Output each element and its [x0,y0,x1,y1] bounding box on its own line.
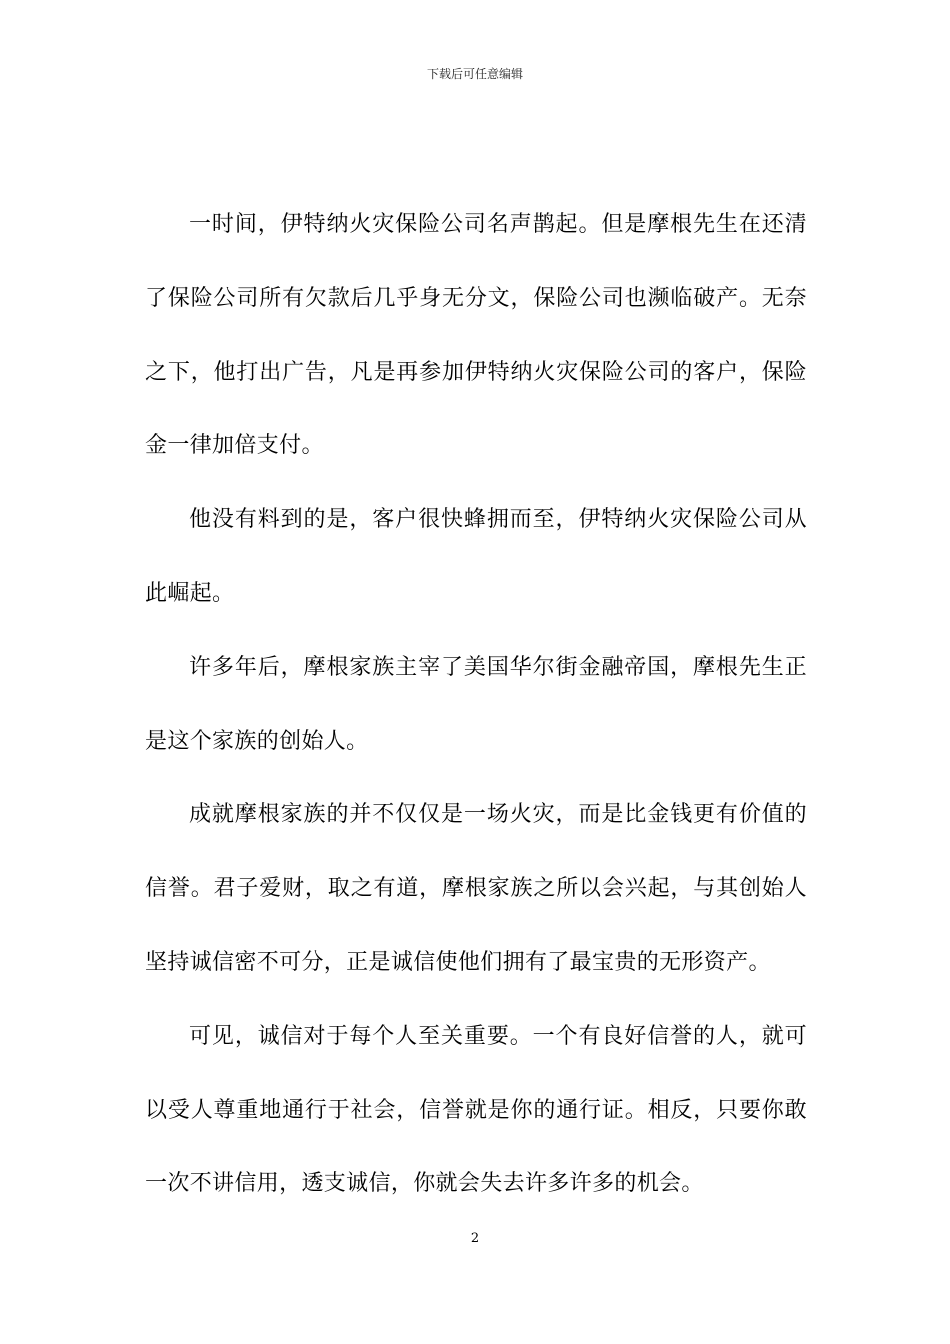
paragraph-line: 许多年后，摩根家族主宰了美国华尔街金融帝国，摩根先生正 [189,654,807,680]
paragraph-line: 之下，他打出广告，凡是再参加伊特纳火灾保险公司的客户，保险 [145,359,807,385]
page-number: 2 [470,1231,480,1246]
paragraph-line: 以受人尊重地通行于社会，信誉就是你的通行证。相反，只要你敢 [145,1097,807,1123]
paragraph-line: 是这个家族的创始人。 [145,728,369,754]
paragraph-line: 一次不讲信用，透支诚信，你就会失去许多许多的机会。 [145,1171,704,1197]
paragraph-line: 坚持诚信密不可分，正是诚信使他们拥有了最宝贵的无形资产。 [145,949,771,975]
paragraph-line: 可见，诚信对于每个人至关重要。一个有良好信誉的人，就可 [189,1023,807,1049]
paragraph-line: 一时间，伊特纳火灾保险公司名声鹊起。但是摩根先生在还清 [189,212,807,237]
paragraph-line: 成就摩根家族的并不仅仅是一场火灾，而是比金钱更有价值的 [189,802,807,828]
paragraph-line: 金一律加倍支付。 [145,433,324,459]
paragraph-line: 信誉。君子爱财，取之有道，摩根家族之所以会兴起，与其创始人 [145,876,807,902]
paragraph-line: 此崛起。 [145,580,235,606]
page-header: 下载后可任意编辑 [426,67,523,81]
paragraph-line: 他没有料到的是，客户很快蜂拥而至，伊特纳火灾保险公司从 [189,507,807,533]
document-body [145,200,807,1233]
paragraph-line: 了保险公司所有欠款后几乎身无分文，保险公司也濒临破产。无奈 [145,285,807,311]
